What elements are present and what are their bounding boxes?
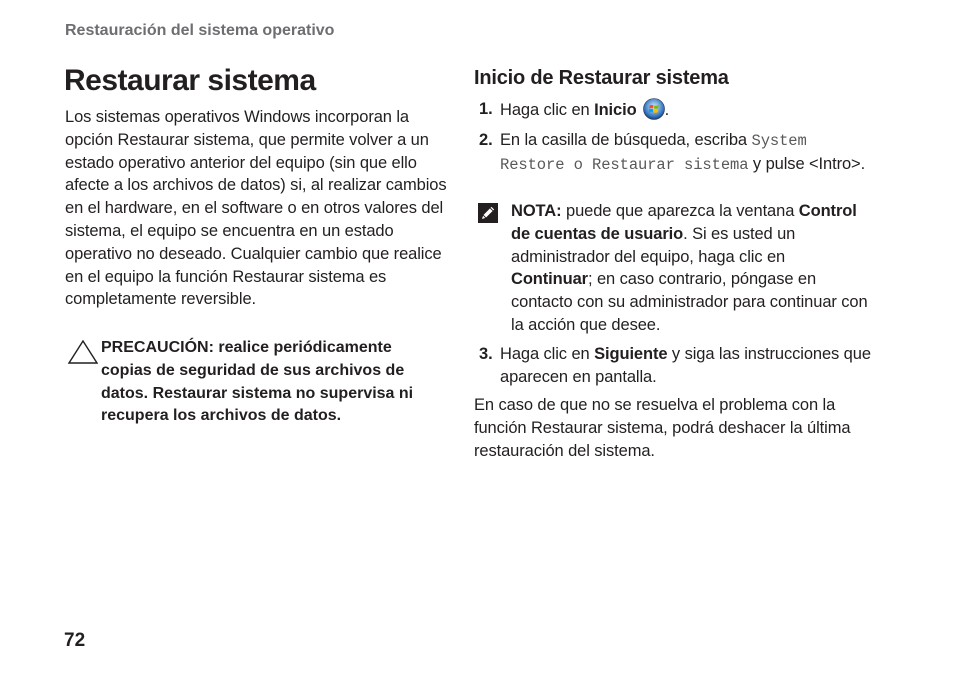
step-number: 2.: [479, 131, 493, 149]
caution-triangle-icon: [68, 340, 98, 364]
note-text: NOTA: puede que aparezca la ventana Control de cuentas de usuario. Si es usted un administrador del equipo, haga clic en Continuar; en caso contrario, póngase en contacto con su administrador para continuar con la acción que desee.: [511, 202, 868, 334]
intro-paragraph: Los sistemas operativos Windows incorporan la opción Restaurar sistema, que permite volver a un estado operativo anterior del equipo (sin que ello afecte a los archivos de datos) si, al realizar cambios en el hardware, en el software o en otros valores del sistema, el equipo se encuentra en un estado operativo no deseado. Cualquier cambio que realice en el equipo la función Restaurar sistema es completamente reversible.: [65, 108, 447, 309]
page-title: Restaurar sistema: [64, 64, 316, 97]
section-heading: Inicio de Restaurar sistema: [474, 67, 729, 89]
step-1: 1. Haga clic en Inicio .: [479, 100, 670, 119]
windows-start-orb-icon: [643, 98, 665, 120]
closing-paragraph: En caso de que no se resuelva el problema con la función Restaurar sistema, podrá deshacer la última restauración del sistema.: [474, 396, 851, 460]
page-number: 72: [64, 630, 86, 651]
caution-body: realice periódicamente copias de seguridad de sus archivos de datos. Restaurar sistema no supervisa ni recupera los archivos de datos.: [101, 339, 414, 425]
caution-label: PRECAUCIÓN:: [101, 339, 214, 356]
step-number: 3.: [479, 345, 493, 363]
command-text: System Restore o Restaurar sistema: [500, 132, 807, 174]
running-head: Restauración del sistema operativo: [65, 22, 335, 39]
step-number: 1.: [479, 100, 493, 118]
start-label: Inicio: [594, 101, 637, 119]
step-3: 3. Haga clic en Siguiente y siga las instrucciones que aparecen en pantalla.: [479, 345, 871, 386]
caution-text: [101, 337, 441, 428]
step-2: 2. En la casilla de búsqueda, escriba System Restore o Restaurar sistema y pulse <Intro>.: [479, 131, 866, 174]
note-pencil-icon: [478, 203, 498, 223]
next-label: Siguiente: [594, 345, 668, 363]
note-label: NOTA:: [511, 202, 562, 220]
